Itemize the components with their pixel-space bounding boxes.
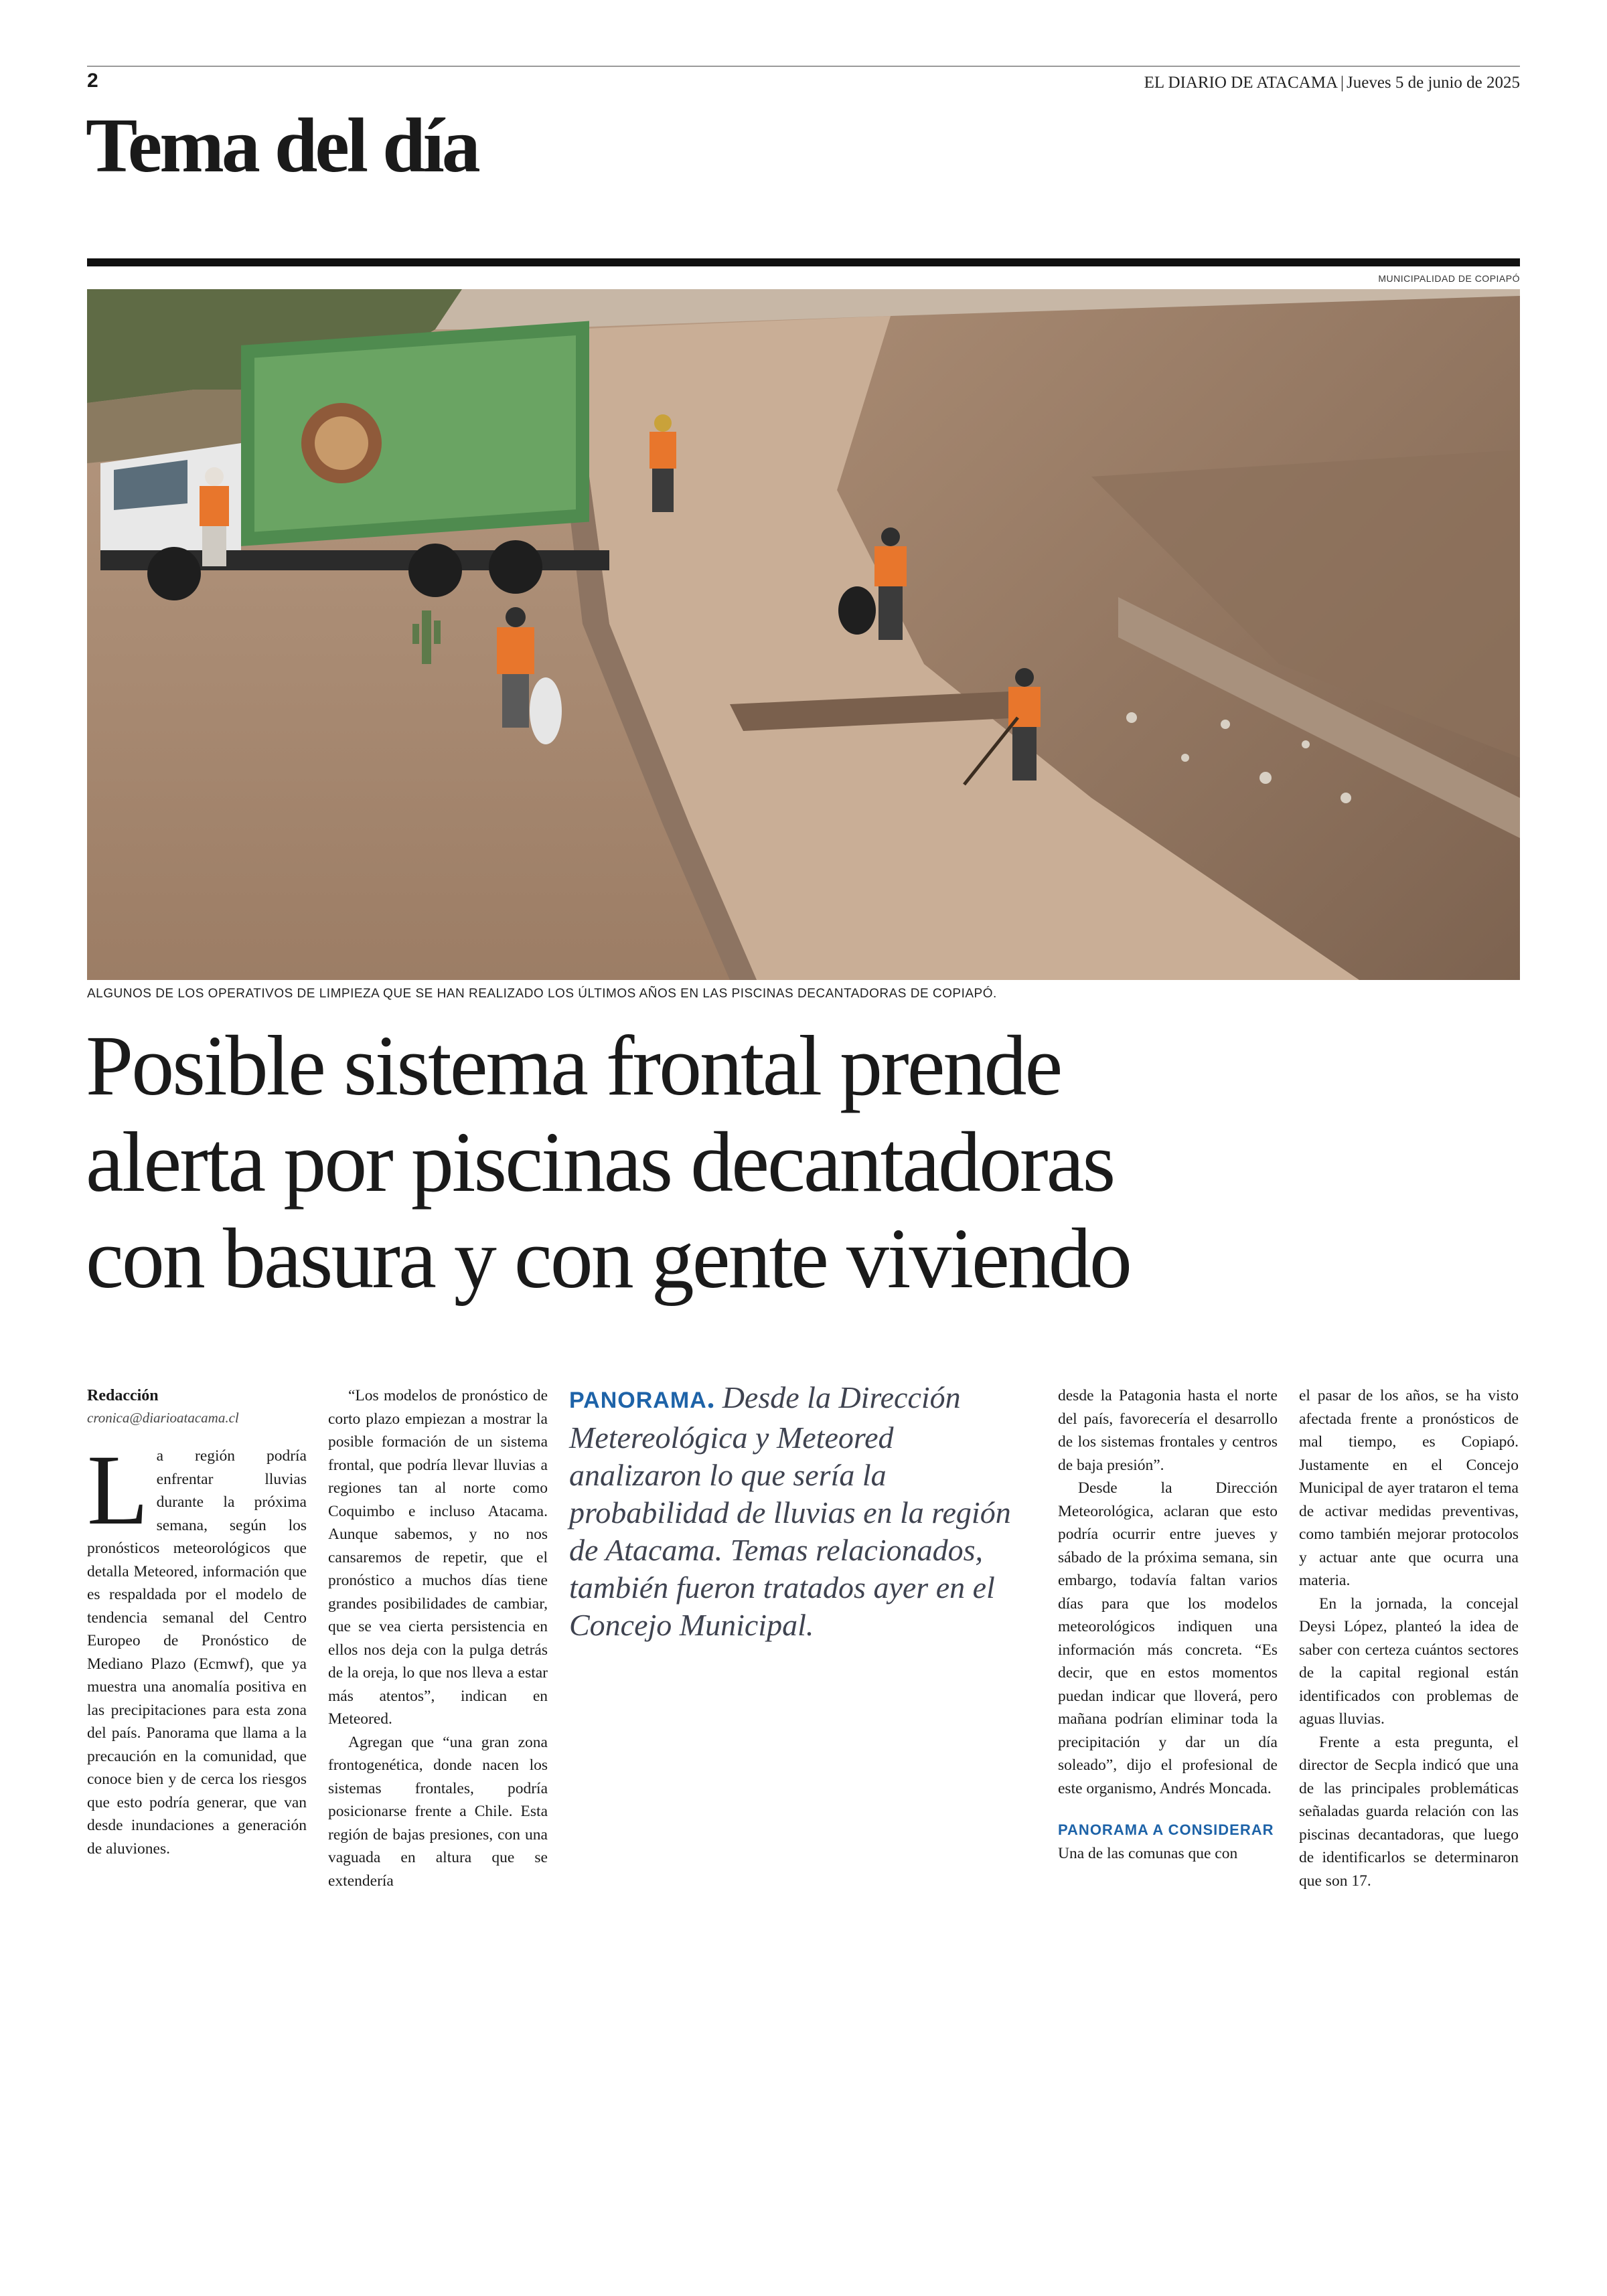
paragraph: el pasar de los años, se ha visto afectada frente a pronósticos de mal tiempo, es Copiapó. Justamente en el Concejo Municipal de ayer trataron el tema de activar medidas preventivas, como también mejorar protocolos y actuar ante que ocurra una materia. — [1299, 1387, 1519, 1589]
standfirst-text: Desde la Dirección Metereológica y Meteored analizaron lo que sería la probabilidad de lluvias en la región de Atacama. Temas relacionados, también fueron tratados ayer en el Concejo Municipal. — [569, 1380, 1011, 1642]
paragraph: Una de las comunas que con — [1058, 1844, 1238, 1862]
standfirst-kicker-dot: . — [706, 1380, 715, 1414]
page-number: 2 — [87, 70, 98, 92]
paragraph: Agregan que “una gran zona frontogenética, donde nacen los sistemas frontales, podría posicionarse frente a Chile. Esta región de bajas presiones, con una vaguada en altura que se extendería — [328, 1733, 548, 1890]
paragraph-text: a región podría enfrentar lluvias durante la próxima semana, según los pronósticos meteorológicos que detalla Meteored, información que es respaldada por el modelo de tendencia semanal del Centro Europeo de Pronóstico de Mediano Plazo (Ecmwf), que ya muestra una anomalía positiva en las precipitaciones para esta zona del país. Panorama que llama a la precaución en la comunidad, que conoce bien y de cerca los riesgos que esto podría generar, que van desde inundaciones a generación de aluviones. — [87, 1447, 307, 1858]
headline-line-2: alerta por piscinas decantadoras — [86, 1115, 1114, 1210]
byline-name: Redacción — [87, 1387, 159, 1404]
paragraph: Desde la Dirección Meteorológica, aclaran que esto podría ocurrir entre jueves y sábado de la próxima semana, sin embargo, todavía faltan varios días para que los modelos meteorológicos indiquen una información más concreta. “Es decir, que en estos momentos puedan indicar que lloverá, pero mañana podrían eliminar toda la precipitación y dar un día soleado”, dijo el profesional de este organismo, Andrés Moncada. — [1058, 1479, 1278, 1797]
paragraph: “Los modelos de pronóstico de corto plazo empiezan a mostrar la posible formación de un sistema frontal, que podría llevar lluvias a regiones tan al norte como Coquimbo e incluso Atacama. Aunque sabemos, y no nos cansaremos de repetir, que el pronóstico a muchos días tiene grandes posibilidades de cambiar, que se vea cierta persistencia en ellos nos deja con la pulga detrás de la oreja, lo que nos lleva a estar más atentos”, indican en Meteored. — [328, 1387, 548, 1728]
cleanup-operation-illustration — [87, 289, 1520, 980]
section-title: Tema del día — [86, 103, 478, 189]
standfirst — [569, 1379, 1018, 1644]
issue-date: Jueves 5 de junio de 2025 — [1347, 74, 1520, 92]
headline-line-3: con basura y con gente viviendo — [86, 1211, 1130, 1306]
body-column-3 — [1058, 1384, 1278, 1865]
section-rule — [87, 258, 1520, 266]
lead-photo — [87, 289, 1520, 980]
drop-cap: L — [87, 1434, 149, 1546]
masthead-separator: | — [1341, 74, 1345, 92]
paragraph — [87, 1434, 307, 1860]
standfirst-kicker: PANORAMA — [569, 1388, 707, 1413]
paragraph: desde la Patagonia hasta el norte del país, favorecería el desarrollo de los sistemas frontales y centros de baja presión”. — [1058, 1387, 1278, 1474]
paragraph: En la jornada, la concejal Deysi López, planteó la idea de saber con certeza cuántos sectores de la capital regional están identificados con problemas de aguas lluvias. — [1299, 1594, 1519, 1728]
photo-caption: ALGUNOS DE LOS OPERATIVOS DE LIMPIEZA QUE SE HAN REALIZADO LOS ÚLTIMOS AÑOS EN LAS PISCINAS DECANTADORAS DE COPIAPÓ. — [87, 987, 997, 1001]
body-column-2 — [328, 1384, 548, 1892]
headline-line-1: Posible sistema frontal prende — [86, 1018, 1061, 1113]
headline — [86, 1017, 1525, 1307]
top-rule — [87, 66, 1520, 67]
publication-name: EL DIARIO DE ATACAMA — [1144, 74, 1338, 92]
body-column-4 — [1299, 1384, 1519, 1892]
photo-credit: MUNICIPALIDAD DE COPIAPÓ — [1378, 273, 1520, 284]
body-column-1 — [87, 1384, 307, 1860]
masthead — [1144, 74, 1520, 92]
paragraph: Frente a esta pregunta, el director de Secpla indicó que una de las principales problemáticas señaladas guarda relación con las piscinas decantadoras, que luego de identificarlos se determinaron que son 17. — [1299, 1733, 1519, 1890]
byline-email: cronica@diarioatacama.cl — [87, 1410, 239, 1426]
subheading: PANORAMA A CONSIDERAR — [1058, 1821, 1274, 1838]
